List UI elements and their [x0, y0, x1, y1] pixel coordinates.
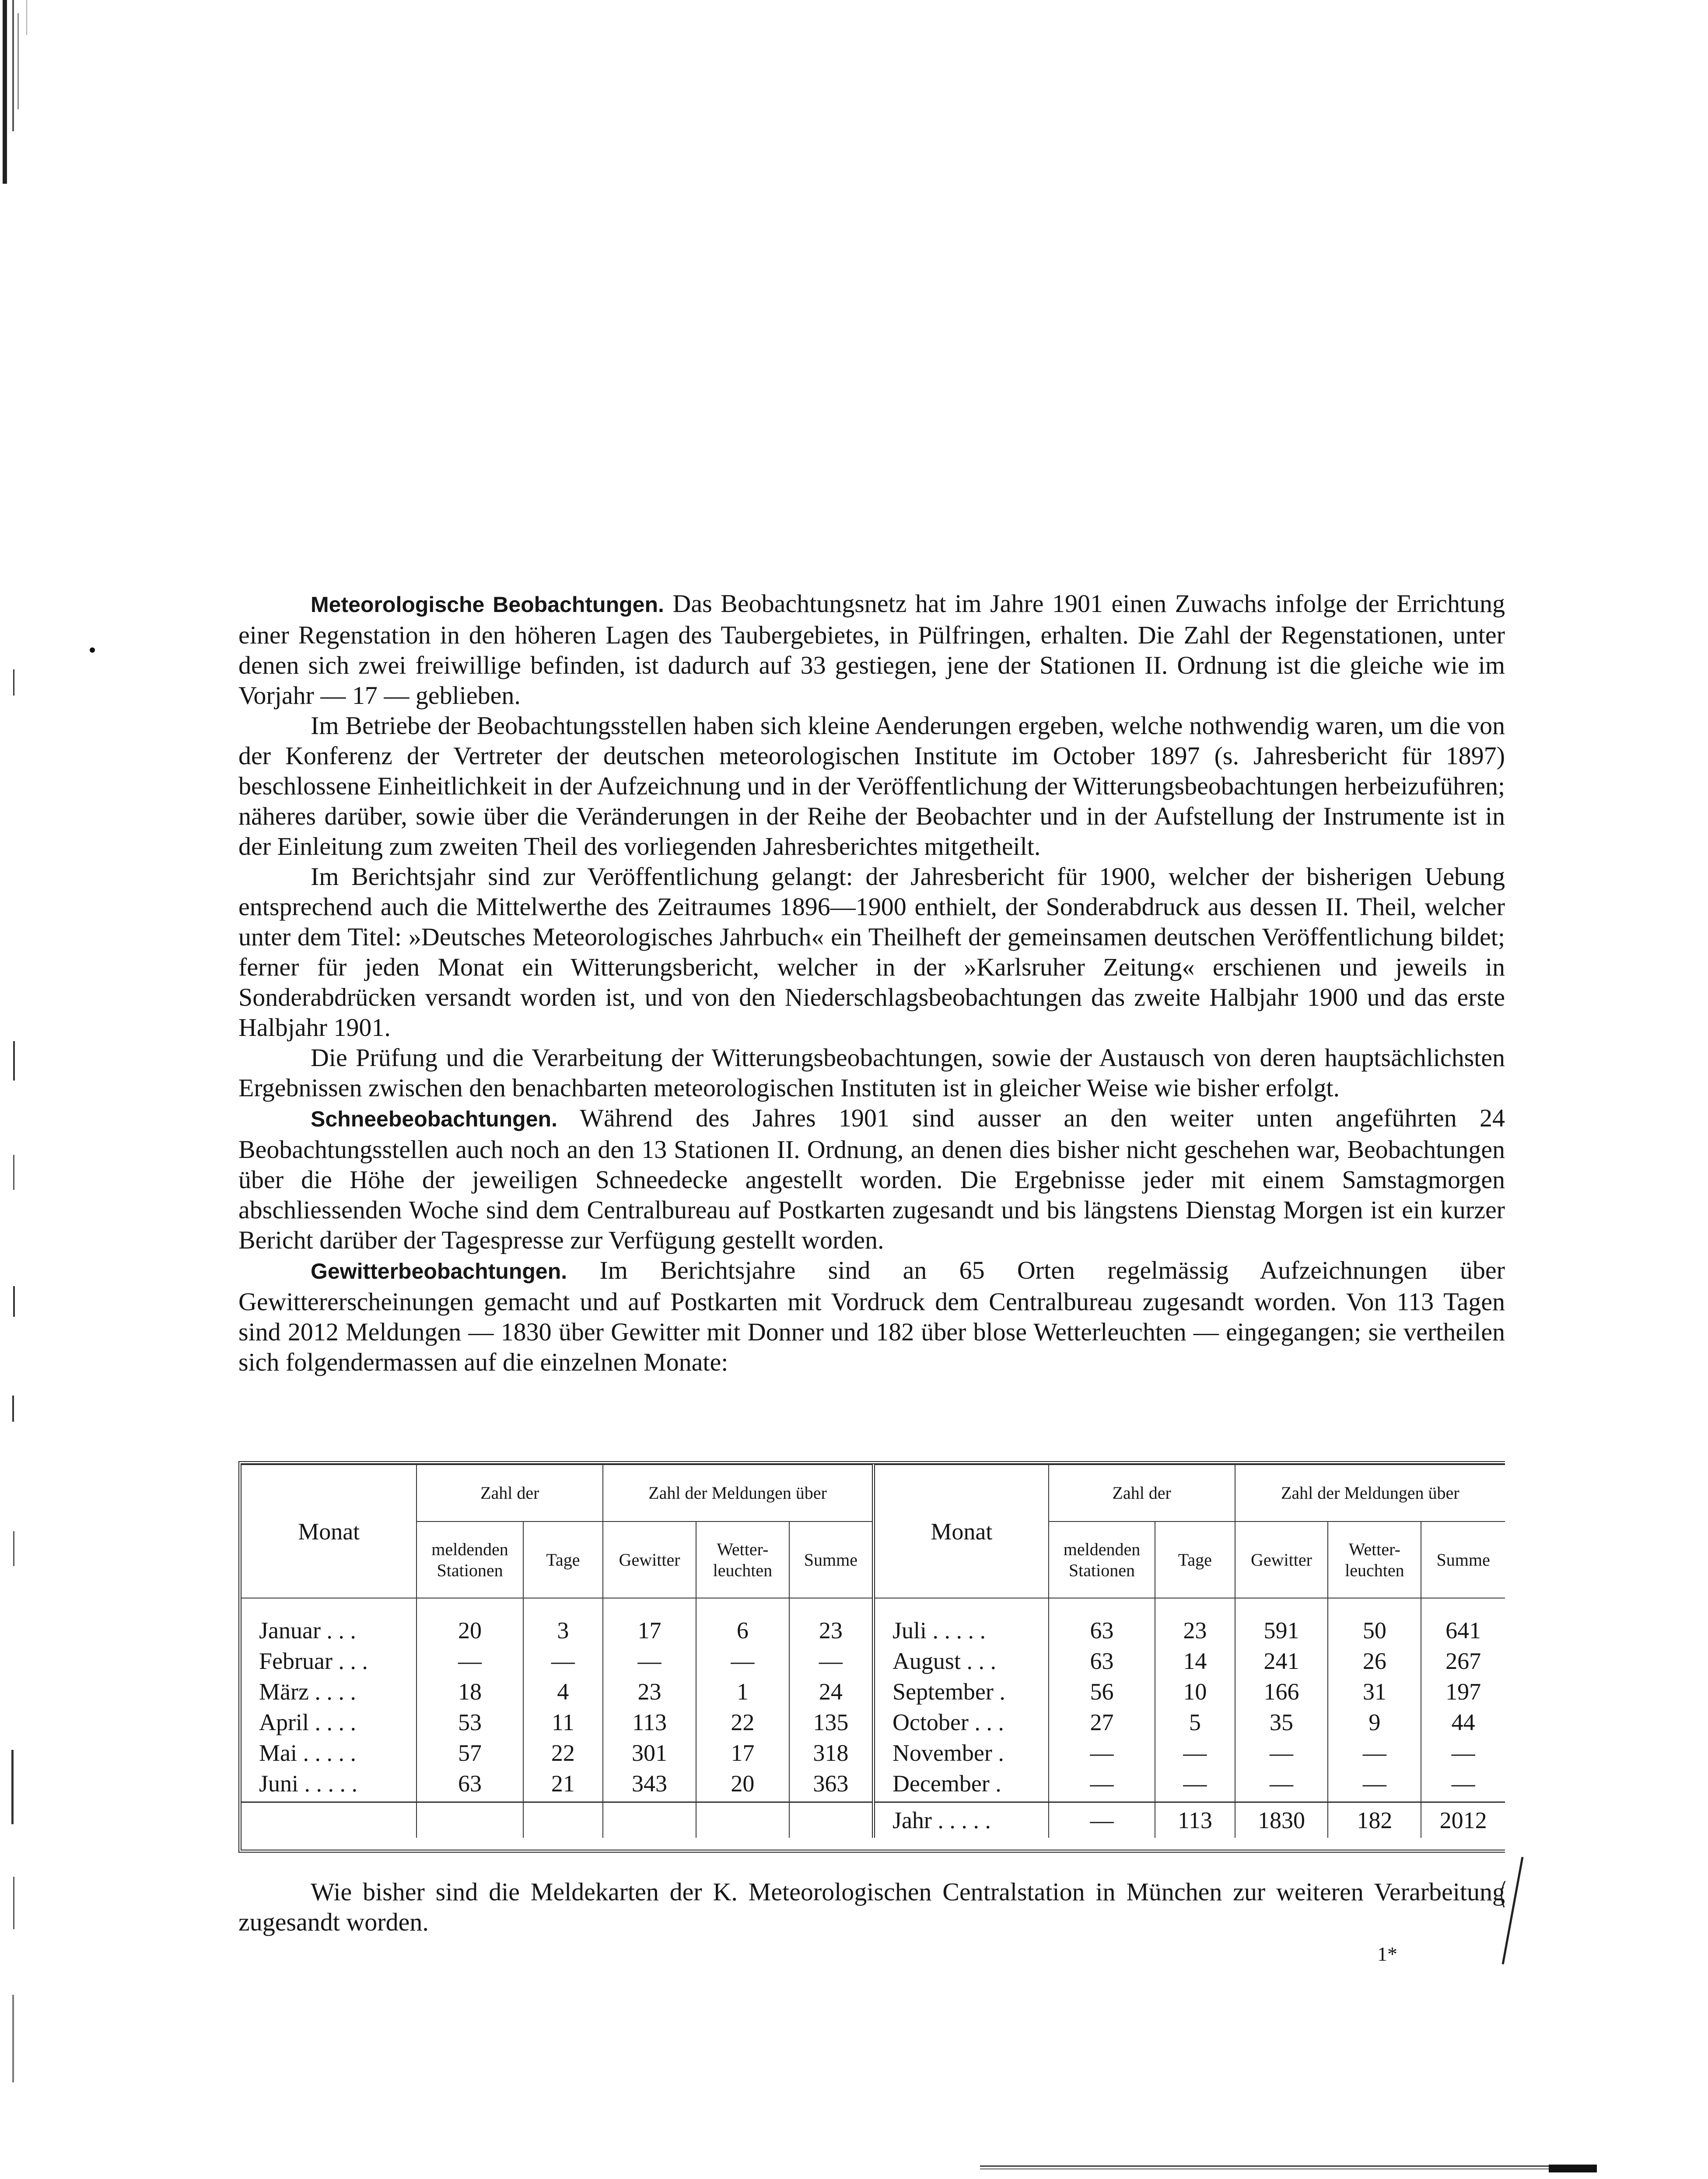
cell-summe: 267: [1421, 1646, 1505, 1676]
cell-tage: 22: [523, 1738, 603, 1768]
cell-stationen: 56: [1049, 1676, 1155, 1707]
gewitter-table-body: [242, 1598, 1505, 1838]
body-text: [238, 588, 1505, 1377]
scan-bottom-line: [980, 2165, 1597, 2173]
cell-gewitter: —: [1235, 1768, 1328, 1802]
cell-gewitter: —: [603, 1646, 696, 1676]
cell-total-summe: 2012: [1421, 1802, 1505, 1838]
cell-total-gewitter: 1830: [1235, 1802, 1328, 1838]
header-gewitter-left: Gewitter: [603, 1521, 696, 1598]
cell-gewitter: 17: [603, 1615, 696, 1646]
cell-summe: 44: [1421, 1707, 1505, 1738]
cell-summe: 24: [789, 1676, 874, 1707]
header-zahl-der-left: Zahl der: [416, 1465, 603, 1521]
header-monat-left: Monat: [242, 1465, 416, 1598]
cell-empty: [242, 1802, 416, 1838]
paragraph-gewitter: Gewitterbeobachtungen. Im Berichtsjahre sind an 65 Orten regelmässig Aufzeichnungen über Gewittererscheinungen gemacht und auf Postkarten mit Vordruck dem Centralbureau zugesandt worden. Von 113 Tagen sind 2012 Meldungen — 1830 über Gewitter mit Donner und 182 über blose Wetterleuchten — eingegangen; sie vertheilen sich folgendermassen auf die einzelnen Monate:: [238, 1256, 1505, 1376]
paragraph-betrieb: Im Betriebe der Beobachtungsstellen haben sich kleine Aenderungen ergeben, welche nothwendig waren, um die von der Konferenz der Vertreter der deutschen meteorologischen Institute im October 1897 (s. Jahresbericht für 1897) beschlossene Einheitlichkeit in der Aufzeichnung und in der Veröffentlichung der Witterungsbeobachtungen herbeizuführen; näheres darüber, sowie über die Veränderungen in der Reihe der Beobachter und in der Aufstellung der Instrumente ist in der Einleitung zum zweiten Theil des vorliegenden Jahresberichtes mitgetheilt.: [238, 711, 1505, 860]
cell-stationen: 20: [416, 1615, 523, 1646]
header-stationen-left: meldenden Stationen: [416, 1521, 523, 1598]
cell-gewitter: 113: [603, 1707, 696, 1738]
table-row: [242, 1707, 1505, 1738]
header-tage-right: Tage: [1155, 1521, 1235, 1598]
heading-meteorologische: Meteorologische Beobachtungen.: [311, 592, 664, 617]
table-row: [242, 1768, 1505, 1802]
cell-wetterleuchten: 1: [696, 1676, 789, 1707]
cell-gewitter: 301: [603, 1738, 696, 1768]
cell-wetterleuchten: 17: [696, 1738, 789, 1768]
cell-tage: 14: [1155, 1646, 1235, 1676]
page-signature: 1*: [1377, 1943, 1397, 1965]
cell-tage: 21: [523, 1768, 603, 1802]
gewitter-table-frame: [238, 1461, 1505, 1853]
cell-monat: December .: [873, 1768, 1048, 1802]
cell-wetterleuchten: 31: [1328, 1676, 1421, 1707]
cell-stationen: 53: [416, 1707, 523, 1738]
cell-monat: Juni . . . . .: [259, 1770, 358, 1797]
cell-monat: September .: [873, 1676, 1048, 1707]
table-row: [242, 1738, 1505, 1768]
closing-text: [238, 1877, 1505, 1937]
header-zahl-meldungen-left: Zahl der Meldungen über: [603, 1465, 873, 1521]
closing-paragraph: Wie bisher sind die Meldekarten der K. Meteorologischen Centralstation in München zur weiteren Verarbeitung zugesandt worden.: [238, 1878, 1505, 1936]
cell-summe: 641: [1421, 1615, 1505, 1646]
cell-gewitter: 23: [603, 1676, 696, 1707]
cell-empty: [603, 1802, 696, 1838]
table-total-row: [242, 1802, 1505, 1838]
scan-dot: [90, 647, 95, 653]
cell-tage: —: [1155, 1738, 1235, 1768]
heading-schnee: Schneebeobachtungen.: [311, 1107, 557, 1131]
cell-wetterleuchten: —: [696, 1646, 789, 1676]
cell-monat-total: Jahr . . . . .: [873, 1802, 1048, 1838]
header-summe-right: Summe: [1421, 1521, 1505, 1598]
cell-summe: —: [789, 1646, 874, 1676]
cell-monat: Mai . . . . .: [259, 1740, 356, 1766]
cell-gewitter: 241: [1235, 1646, 1328, 1676]
cell-monat: März . . . .: [259, 1679, 356, 1705]
cell-gewitter: 35: [1235, 1707, 1328, 1738]
cell-summe: 197: [1421, 1676, 1505, 1707]
cell-gewitter: —: [1235, 1738, 1328, 1768]
cell-summe: 318: [789, 1738, 874, 1768]
paragraph-meteorologische: Meteorologische Beobachtungen. Das Beobachtungsnetz hat im Jahre 1901 einen Zuwachs infolge der Errichtung einer Regenstation in den höheren Lagen des Taubergebietes, in Pülfringen, erhalten. Die Zahl der Regenstationen, unter denen sich zwei freiwillige befinden, ist dadurch auf 33 gestiegen, jene der Stationen II. Ordnung ist die gleiche wie im Vorjahr — 17 — geblieben.: [238, 589, 1505, 710]
cell-wetterleuchten: —: [1328, 1738, 1421, 1768]
cell-empty: [416, 1802, 523, 1838]
cell-wetterleuchten: 20: [696, 1768, 789, 1802]
cell-summe: —: [1421, 1738, 1505, 1768]
header-stationen-right: meldenden Stationen: [1049, 1521, 1155, 1598]
cell-stationen: —: [416, 1646, 523, 1676]
cell-summe: 23: [789, 1615, 874, 1646]
cell-stationen: —: [1049, 1768, 1155, 1802]
cell-gewitter: 591: [1235, 1615, 1328, 1646]
cell-total-tage: 113: [1155, 1802, 1235, 1838]
cell-wetterleuchten: 22: [696, 1707, 789, 1738]
cell-stationen: 57: [416, 1738, 523, 1768]
cell-wetterleuchten: —: [1328, 1768, 1421, 1802]
table-row: [242, 1676, 1505, 1707]
cell-tage: —: [1155, 1768, 1235, 1802]
paragraph-veroeffentlichung: Im Berichtsjahr sind zur Veröffentlichung gelangt: der Jahresbericht für 1900, welcher der bisherigen Uebung entsprechend auch die Mittelwerthe des Zeitraumes 1896—1900 enthielt, der Sonderabdruck aus dessen II. Theil, welcher unter dem Titel: »Deutsches Meteorologisches Jahrbuch« ein Theilheft der gemeinsamen deutschen Veröffentlichung bildet; ferner für jeden Monat ein Witterungsbericht, welcher in der »Karlsruher Zeitung« erschienen und jeweils in Sonderabdrücken versandt worden ist, und von den Niederschlagsbeobachtungen das zweite Halbjahr 1900 und das erste Halbjahr 1901.: [238, 862, 1505, 1042]
cell-tage: 11: [523, 1707, 603, 1738]
table-row: [242, 1615, 1505, 1646]
cell-monat: Januar . . .: [259, 1617, 356, 1644]
cell-wetterleuchten: 6: [696, 1615, 789, 1646]
cell-stationen: 63: [416, 1768, 523, 1802]
cell-stationen: —: [1049, 1738, 1155, 1768]
cell-stationen: 27: [1049, 1707, 1155, 1738]
cell-total-wetterleuchten: 182: [1328, 1802, 1421, 1838]
cell-empty: [523, 1802, 603, 1838]
cell-stationen: 18: [416, 1676, 523, 1707]
cell-monat: April . . . .: [259, 1709, 356, 1735]
heading-gewitter: Gewitterbeobachtungen.: [311, 1259, 567, 1284]
cell-gewitter: 166: [1235, 1676, 1328, 1707]
cell-monat: October . . .: [873, 1707, 1048, 1738]
cell-monat: Februar . . .: [259, 1648, 368, 1674]
cell-stationen: 63: [1049, 1615, 1155, 1646]
header-zahl-der-right: Zahl der: [1049, 1465, 1235, 1521]
cell-tage: 4: [523, 1676, 603, 1707]
cell-tage: —: [523, 1646, 603, 1676]
cell-empty: [789, 1802, 874, 1838]
cell-summe: 363: [789, 1768, 874, 1802]
cell-tage: 10: [1155, 1676, 1235, 1707]
table-spacer-row: [242, 1598, 1505, 1615]
cell-wetterleuchten: 50: [1328, 1615, 1421, 1646]
cell-summe: —: [1421, 1768, 1505, 1802]
cell-tage: 5: [1155, 1707, 1235, 1738]
cell-tage: 3: [523, 1615, 603, 1646]
cell-empty: [696, 1802, 789, 1838]
header-monat-right: Monat: [873, 1465, 1048, 1598]
header-wetterleuchten-left: Wetter-leuchten: [696, 1521, 789, 1598]
cell-summe: 135: [789, 1707, 874, 1738]
gewitter-table: [242, 1464, 1505, 1838]
cell-monat: Juli . . . . .: [873, 1615, 1048, 1646]
cell-stationen: 63: [1049, 1646, 1155, 1676]
cell-total-stationen: —: [1049, 1802, 1155, 1838]
cell-monat: August . . .: [873, 1646, 1048, 1676]
scan-edge-artifact: [0, 0, 52, 2179]
cell-wetterleuchten: 9: [1328, 1707, 1421, 1738]
cell-tage: 23: [1155, 1615, 1235, 1646]
header-zahl-meldungen-right: Zahl der Meldungen über: [1235, 1465, 1505, 1521]
cell-wetterleuchten: 26: [1328, 1646, 1421, 1676]
paragraph-pruefung: Die Prüfung und die Verarbeitung der Witterungsbeobachtungen, sowie der Austausch von deren hauptsächlichsten Ergebnissen zwischen den benachbarten meteorologischen Instituten ist in gleicher Weise wie bisher erfolgt.: [238, 1043, 1505, 1102]
cell-gewitter: 343: [603, 1768, 696, 1802]
header-gewitter-right: Gewitter: [1235, 1521, 1328, 1598]
cell-monat: November .: [873, 1738, 1048, 1768]
header-wetterleuchten-right: Wetter-leuchten: [1328, 1521, 1421, 1598]
header-tage-left: Tage: [523, 1521, 603, 1598]
table-row: [242, 1646, 1505, 1676]
header-summe-left: Summe: [789, 1521, 874, 1598]
paragraph-schnee: Schneebeobachtungen. Während des Jahres 1901 sind ausser an den weiter unten angeführten 24 Beobachtungsstellen auch noch an den 13 Stationen II. Ordnung, an denen dies bisher nicht geschehen war, Beobachtungen über die Höhe der jeweiligen Schneedecke angestellt worden. Die Ergebnisse jeder mit einem Samstagmorgen abschliessenden Woche sind dem Centralbureau auf Postkarten zugesandt und bis längstens Dienstag Morgen ist ein kurzer Bericht darüber der Tagespresse zur Verfügung gestellt worden.: [238, 1104, 1505, 1254]
